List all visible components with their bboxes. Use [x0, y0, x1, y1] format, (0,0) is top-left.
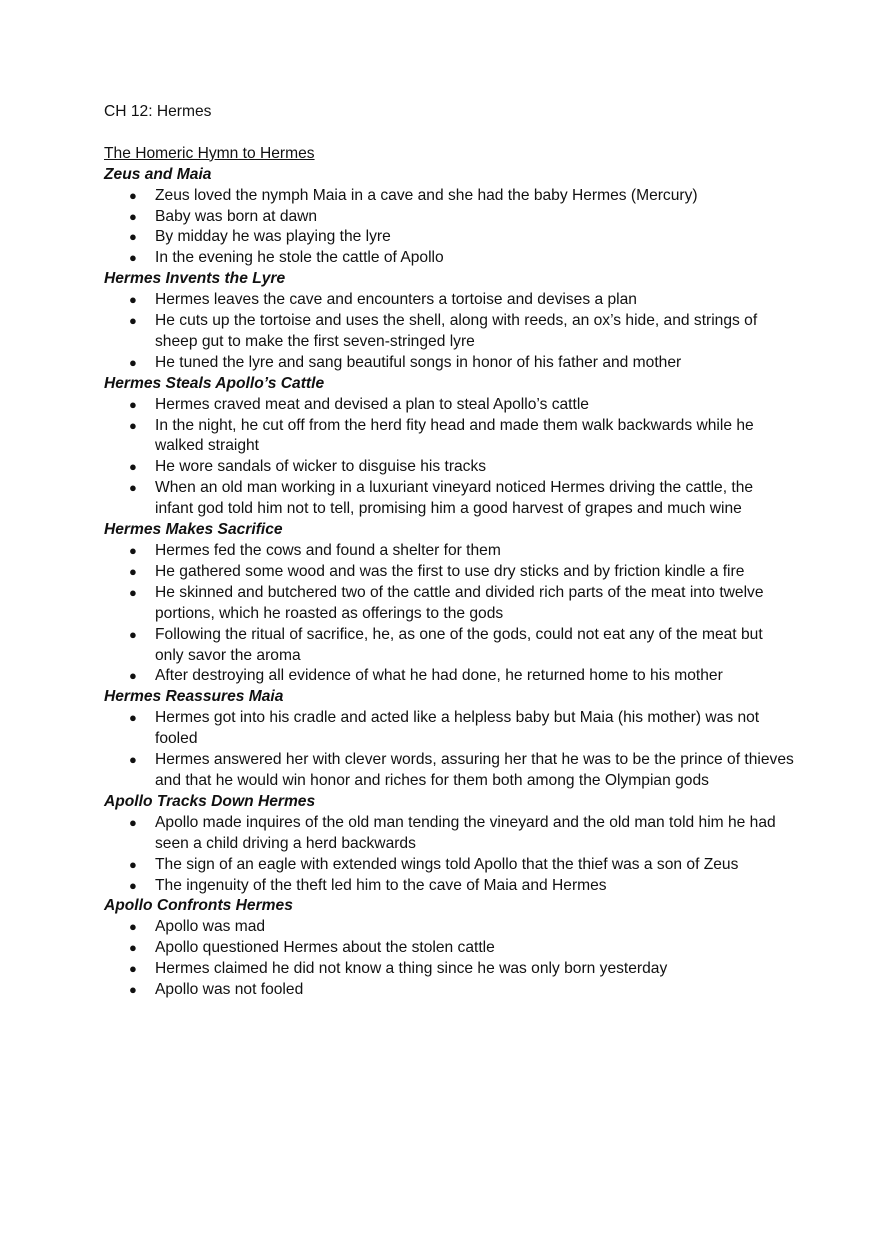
- document-title: CH 12: Hermes: [104, 103, 212, 120]
- bullet-icon: ●: [129, 417, 137, 433]
- list-item-text: He tuned the lyre and sang beautiful songs in honor of his father and mother: [155, 353, 682, 371]
- bullet-list: [104, 186, 794, 270]
- bullet-icon: ●: [129, 208, 137, 224]
- list-item: [104, 395, 794, 416]
- document-body: [104, 102, 794, 1001]
- list-item-text: In the night, he cut off from the herd fity head and made them walk backwards while he walked straight: [155, 416, 754, 455]
- list-item-text: Following the ritual of sacrifice, he, as one of the gods, could not eat any of the meat but only savor the aroma: [155, 625, 763, 664]
- bullet-icon: ●: [129, 187, 137, 203]
- section-heading: Apollo Confronts Hermes: [104, 897, 293, 915]
- bullet-icon: ●: [129, 313, 137, 329]
- bullet-icon: ●: [129, 814, 137, 830]
- list-item-text: He wore sandals of wicker to disguise his tracks: [155, 458, 487, 476]
- list-item-text: After destroying all evidence of what he had done, he returned home to his mother: [155, 667, 723, 685]
- bullet-icon: ●: [129, 543, 137, 559]
- bullet-list: [104, 813, 794, 897]
- bullet-icon: ●: [129, 584, 137, 600]
- bullet-list: [104, 290, 794, 374]
- bullet-list: [104, 917, 794, 1001]
- bullet-icon: ●: [129, 459, 137, 475]
- bullet-icon: ●: [129, 354, 137, 370]
- bullet-icon: ●: [129, 710, 137, 726]
- list-item: [104, 227, 794, 248]
- list-item: [104, 207, 794, 228]
- bullet-icon: ●: [129, 982, 137, 998]
- list-item: [104, 750, 794, 792]
- list-item: [104, 959, 794, 980]
- list-item-text: He gathered some wood and was the first to use dry sticks and by friction kindle a fire: [155, 562, 745, 580]
- section-heading: Hermes Invents the Lyre: [104, 270, 286, 288]
- bullet-icon: ●: [129, 752, 137, 768]
- bullet-icon: ●: [129, 668, 137, 684]
- list-item-text: Apollo was mad: [155, 918, 266, 936]
- document-subtitle: The Homeric Hymn to Hermes: [104, 144, 315, 162]
- list-item-text: Hermes craved meat and devised a plan to steal Apollo’s cattle: [155, 395, 589, 413]
- list-item-text: Apollo made inquires of the old man tending the vineyard and the old man told him he had seen a child driving a herd backwards: [155, 813, 776, 852]
- list-item: [104, 708, 794, 750]
- list-item: [104, 666, 794, 687]
- list-item-text: Hermes leaves the cave and encounters a tortoise and devises a plan: [155, 291, 637, 309]
- list-item-text: Hermes got into his cradle and acted like a helpless baby but Maia (his mother) was not fooled: [155, 709, 760, 748]
- list-item: [104, 353, 794, 374]
- list-item-text: Apollo was not fooled: [155, 981, 304, 999]
- bullet-icon: ●: [129, 626, 137, 642]
- bullet-icon: ●: [129, 961, 137, 977]
- bullet-icon: ●: [129, 250, 137, 266]
- bullet-icon: ●: [129, 856, 137, 872]
- section-heading: Hermes Makes Sacrifice: [104, 521, 283, 539]
- list-item: [104, 917, 794, 938]
- list-item-text: Baby was born at dawn: [155, 207, 318, 225]
- list-item-text: He skinned and butchered two of the cattle and divided rich parts of the meat into twelve portions, which he roasted as offerings to the gods: [155, 583, 764, 622]
- list-item-text: Zeus loved the nymph Maia in a cave and she had the baby Hermes (Mercury): [155, 186, 698, 204]
- section-heading: Zeus and Maia: [104, 165, 212, 183]
- list-item: [104, 311, 794, 353]
- bullet-icon: ●: [129, 229, 137, 245]
- list-item-text: Hermes answered her with clever words, assuring her that he was to be the prince of thieves and that he would win honor and riches for them both among the Olympian gods: [155, 751, 794, 789]
- list-item-text: When an old man working in a luxuriant vineyard noticed Hermes driving the cattle, the infant god told him not to tell, promising him a good harvest of grapes and much wine: [155, 479, 754, 518]
- section-heading: Apollo Tracks Down Hermes: [104, 792, 316, 810]
- list-item: [104, 938, 794, 959]
- list-item: [104, 813, 794, 855]
- list-item: [104, 290, 794, 311]
- list-item: [104, 541, 794, 562]
- bullet-icon: ●: [129, 396, 137, 412]
- list-item-text: In the evening he stole the cattle of Apollo: [155, 249, 444, 267]
- list-item: [104, 876, 794, 897]
- list-item: [104, 980, 794, 1001]
- bullet-list: [104, 395, 794, 520]
- bullet-icon: ●: [129, 940, 137, 956]
- list-item-text: By midday he was playing the lyre: [155, 228, 391, 246]
- list-item-text: Hermes claimed he did not know a thing since he was only born yesterday: [155, 960, 668, 978]
- section-heading: Hermes Reassures Maia: [104, 688, 284, 706]
- list-item: [104, 855, 794, 876]
- list-item-text: The sign of an eagle with extended wings told Apollo that the thief was a son of Zeus: [155, 855, 739, 873]
- bullet-icon: ●: [129, 563, 137, 579]
- list-item-text: The ingenuity of the theft led him to the cave of Maia and Hermes: [155, 876, 607, 894]
- list-item: [104, 457, 794, 478]
- list-item: [104, 248, 794, 269]
- bullet-icon: ●: [129, 480, 137, 496]
- bullet-icon: ●: [129, 877, 137, 893]
- list-item-text: He cuts up the tortoise and uses the shell, along with reeds, an ox’s hide, and strings of sheep gut to make the first seven-stringed lyre: [155, 312, 758, 350]
- list-item: [104, 562, 794, 583]
- section-heading: Hermes Steals Apollo’s Cattle: [104, 374, 325, 392]
- list-item-text: Apollo questioned Hermes about the stolen cattle: [155, 939, 495, 957]
- list-item: [104, 186, 794, 207]
- list-item: [104, 416, 794, 458]
- bullet-list: [104, 708, 794, 792]
- list-item: [104, 625, 794, 667]
- sections-container: [104, 165, 794, 1001]
- bullet-icon: ●: [129, 919, 137, 935]
- bullet-icon: ●: [129, 292, 137, 308]
- list-item-text: Hermes fed the cows and found a shelter for them: [155, 542, 501, 560]
- list-item: [104, 583, 794, 625]
- bullet-list: [104, 541, 794, 687]
- list-item: [104, 478, 794, 520]
